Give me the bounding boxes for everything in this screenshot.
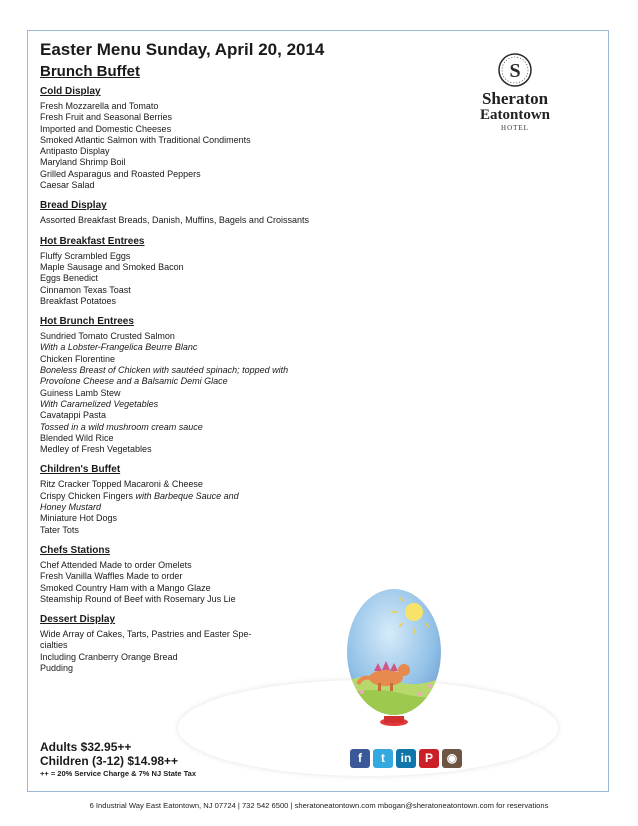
menu-item: Wide Array of Cakes, Tarts, Pastries and Easter Spe- (40, 629, 252, 640)
section-hot-breakfast (40, 235, 460, 307)
menu-item: Caesar Salad (40, 180, 95, 191)
menu-item: Grilled Asparagus and Roasted Peppers (40, 168, 201, 179)
logo-line-eatontown: Eatontown (479, 107, 550, 123)
menu-item: Cavatappi Pasta (40, 410, 107, 421)
menu-item: Maryland Shrimp Boil (40, 157, 126, 168)
page-title: Easter Menu Sunday, April 20, 2014 (40, 40, 325, 59)
sheraton-s-emblem-icon (497, 52, 533, 88)
section-heading: Children's Buffet (40, 464, 121, 476)
social-icons (350, 749, 462, 768)
menu-item-description: With Caramelized Vegetables (40, 398, 159, 409)
section-heading: Cold Display (40, 86, 101, 97)
menu-item-description: with Barbeque Sauce and (135, 490, 239, 501)
menu-item: Miniature Hot Dogs (40, 513, 118, 524)
menu-item: Fresh Fruit and Seasonal Berries (40, 112, 173, 123)
menu-item-name: Crispy Chicken Fingers (40, 490, 136, 501)
menu-item: Fresh Vanilla Waffles Made to order (40, 571, 183, 582)
menu-item-description: With a Lobster-Frangelica Beurre Blanc (40, 342, 198, 353)
menu-item (40, 491, 460, 502)
svg-text:S: S (509, 60, 521, 82)
section-heading: Bread Display (40, 200, 107, 212)
footer-contact: 6 Industrial Way East Eatontown, NJ 07724 | 732 542 6500 | sheratoneatontown.com mbogan@sheratoneatontown.com for reservations (89, 801, 549, 810)
menu-item: Imported and Domestic Cheeses (40, 123, 172, 134)
page-subtitle: Brunch Buffet (40, 63, 140, 80)
menu-item-description: Honey Mustard (40, 502, 102, 513)
section-heading: Chefs Stations (40, 544, 111, 556)
easter-egg-image (334, 582, 454, 732)
sheraton-logo (460, 52, 570, 133)
menu-item: Ritz Cracker Topped Macaroni & Cheese (40, 479, 203, 490)
logo-line-sheraton: Sheraton (481, 89, 549, 108)
menu-item: Blended Wild Rice (40, 432, 114, 443)
menu-item: Breakfast Potatoes (40, 295, 117, 306)
menu-item-description: Boneless Breast of Chicken with sautéed spinach; topped with (40, 365, 289, 376)
menu-item-description: Tossed in a wild mushroom cream sauce (40, 421, 203, 432)
menu-item: Cinnamon Texas Toast (40, 284, 131, 295)
price-block (40, 740, 196, 779)
twitter-icon[interactable]: t (373, 749, 393, 768)
menu-item: Eggs Benedict (40, 273, 99, 284)
menu-item: Steamship Round of Beef with Rosemary Jus Lie (40, 593, 236, 604)
menu-item: Antipasto Display (40, 146, 110, 157)
pinterest-icon[interactable]: P (419, 749, 439, 768)
menu-item: Assorted Breakfast Breads, Danish, Muffins, Bagels and Croissants (40, 215, 309, 226)
menu-item: Pudding (40, 662, 74, 673)
menu-item: Smoked Atlantic Salmon with Traditional Condiments (40, 134, 251, 145)
menu-item: cialties (40, 640, 68, 651)
menu-item: Fluffy Scrambled Eggs (40, 250, 131, 261)
menu-item: Chef Attended Made to order Omelets (40, 559, 192, 570)
facebook-icon[interactable]: f (350, 749, 370, 768)
menu-item: Sundried Tomato Crusted Salmon (40, 331, 175, 342)
menu-item: Tater Tots (40, 524, 79, 535)
menu-item: Fresh Mozzarella and Tomato (40, 101, 159, 111)
section-hot-brunch (40, 315, 460, 455)
menu-item: Guiness Lamb Stew (40, 387, 121, 398)
menu-item: Medley of Fresh Vegetables (40, 444, 152, 455)
section-heading: Hot Breakfast Entrees (40, 235, 145, 247)
service-charge-note: ++ = 20% Service Charge & 7% NJ State Tax (40, 769, 196, 778)
menu-item: Smoked Country Ham with a Mango Glaze (40, 582, 211, 593)
section-childrens-buffet (40, 463, 460, 535)
menu-item: Maple Sausage and Smoked Bacon (40, 261, 184, 272)
menu-item: Including Cranberry Orange Bread (40, 651, 178, 662)
section-bread-display (40, 199, 460, 226)
menu-item: Chicken Florentine (40, 353, 116, 364)
logo-line-hotel: HOTEL (501, 124, 529, 132)
section-heading: Hot Brunch Entrees (40, 316, 134, 328)
section-cold-display (40, 85, 460, 191)
adult-price: Adults $32.95++ (40, 740, 132, 754)
menu-item-description: Provolone Cheese and a Balsamic Demi Glace (40, 376, 228, 387)
section-heading: Dessert Display (40, 614, 116, 626)
child-price: Children (3-12) $14.98++ (40, 754, 179, 768)
linkedin-icon[interactable]: in (396, 749, 416, 768)
instagram-icon[interactable]: ◉ (442, 749, 462, 768)
